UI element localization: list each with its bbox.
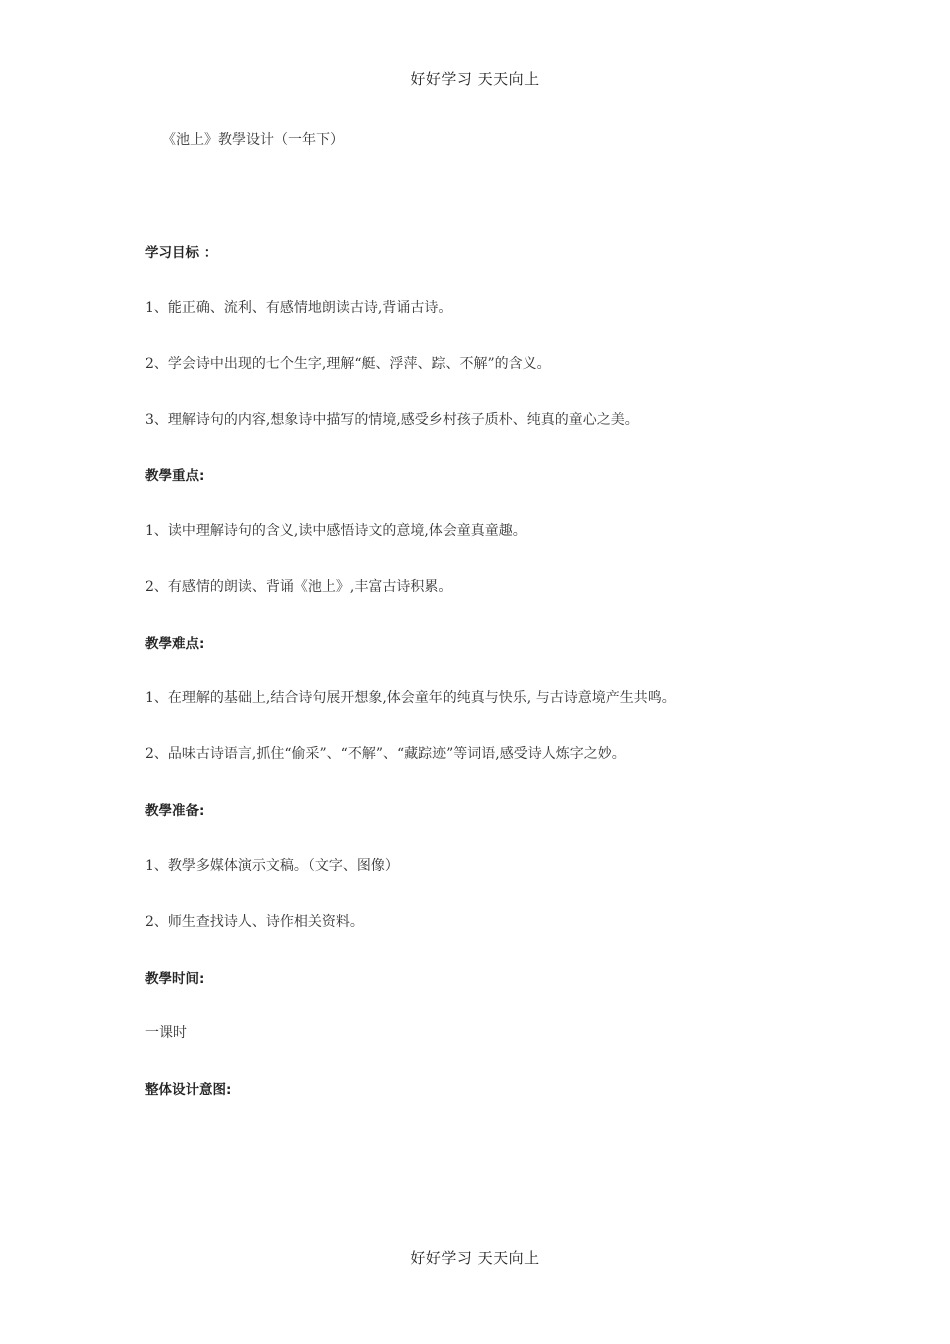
time-heading: 教學时间: <box>145 971 205 987</box>
goal-item-2: 2、学会诗中出现的七个生字,理解“艇、浮萍、踪、不解”的含义。 <box>145 356 551 372</box>
difficulties-heading: 教學难点: <box>145 636 205 652</box>
goals-heading: 学习目标 ： <box>145 245 218 261</box>
key-points-heading: 教學重点: <box>145 468 205 484</box>
difficulty-item-2: 2、品味古诗语言,抓住“偷采”、“不解”、“藏踪迹”等词语,感受诗人炼字之妙。 <box>145 746 626 762</box>
design-intent-heading: 整体设计意图: <box>145 1082 232 1098</box>
preparation-item-1: 1、教學多媒体演示文稿。（文字、图像） <box>145 858 399 874</box>
time-item-1: 一课时 <box>145 1025 187 1041</box>
preparation-item-2: 2、师生查找诗人、诗作相关资料。 <box>145 914 364 930</box>
document-title: 《池上》教學设计（一年下） <box>162 132 344 148</box>
preparation-heading: 教學准备: <box>145 803 205 819</box>
running-footer: 好好学习 天天向上 <box>410 1249 540 1267</box>
key-point-item-2: 2、有感情的朗读、背诵《池上》,丰富古诗积累。 <box>145 579 453 595</box>
goal-item-1: 1、能正确、流利、有感情地朗读古诗,背诵古诗。 <box>145 300 453 316</box>
running-header: 好好学习 天天向上 <box>410 70 540 88</box>
difficulty-item-1: 1、在理解的基础上,结合诗句展开想象,体会童年的纯真与快乐, 与古诗意境产生共鸣。 <box>145 690 676 706</box>
key-point-item-1: 1、读中理解诗句的含义,读中感悟诗文的意境,体会童真童趣。 <box>145 523 527 539</box>
goal-item-3: 3、理解诗句的内容,想象诗中描写的情境,感受乡村孩子质朴、纯真的童心之美。 <box>145 412 639 428</box>
